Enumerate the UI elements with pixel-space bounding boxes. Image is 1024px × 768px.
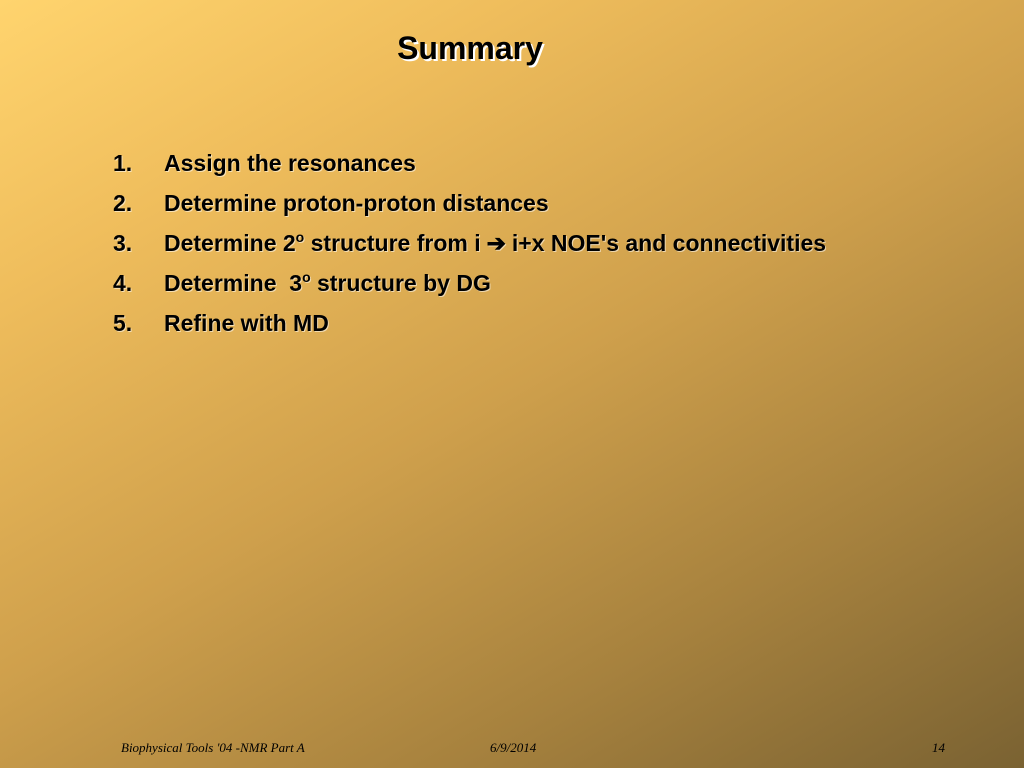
item-text [164, 230, 826, 257]
degree-superscript: o [295, 229, 305, 245]
item-number: 5. [113, 310, 133, 336]
degree-superscript: o [302, 269, 311, 285]
item-text-part: Determine 2 [164, 230, 296, 256]
list-item [113, 190, 826, 230]
summary-list [113, 150, 826, 350]
item-text-part: i+x NOE's and connectivities [511, 230, 827, 256]
list-item [113, 150, 826, 190]
item-text: Refine with MD [164, 310, 329, 336]
item-number: 4. [113, 270, 133, 296]
footer-course: Biophysical Tools '04 -NMR Part A [121, 740, 305, 755]
right-arrow-icon: ➔ [486, 230, 506, 256]
list-item [113, 310, 826, 350]
footer-date: 6/9/2014 [490, 740, 537, 755]
item-text-part: structure from i [304, 230, 481, 256]
item-text-part: Determine 3 [164, 270, 303, 296]
item-text: Assign the resonances [164, 150, 416, 176]
list-item [113, 230, 826, 270]
item-text: Determine proton-proton distances [164, 190, 549, 216]
item-number: 3. [113, 230, 133, 256]
slide-title: Summary [397, 30, 543, 66]
list-item [113, 270, 826, 310]
item-text [164, 270, 491, 297]
item-text-part: structure by DG [310, 270, 491, 296]
item-number: 1. [113, 150, 133, 176]
item-number: 2. [113, 190, 133, 216]
footer-page-number: 14 [932, 740, 945, 755]
